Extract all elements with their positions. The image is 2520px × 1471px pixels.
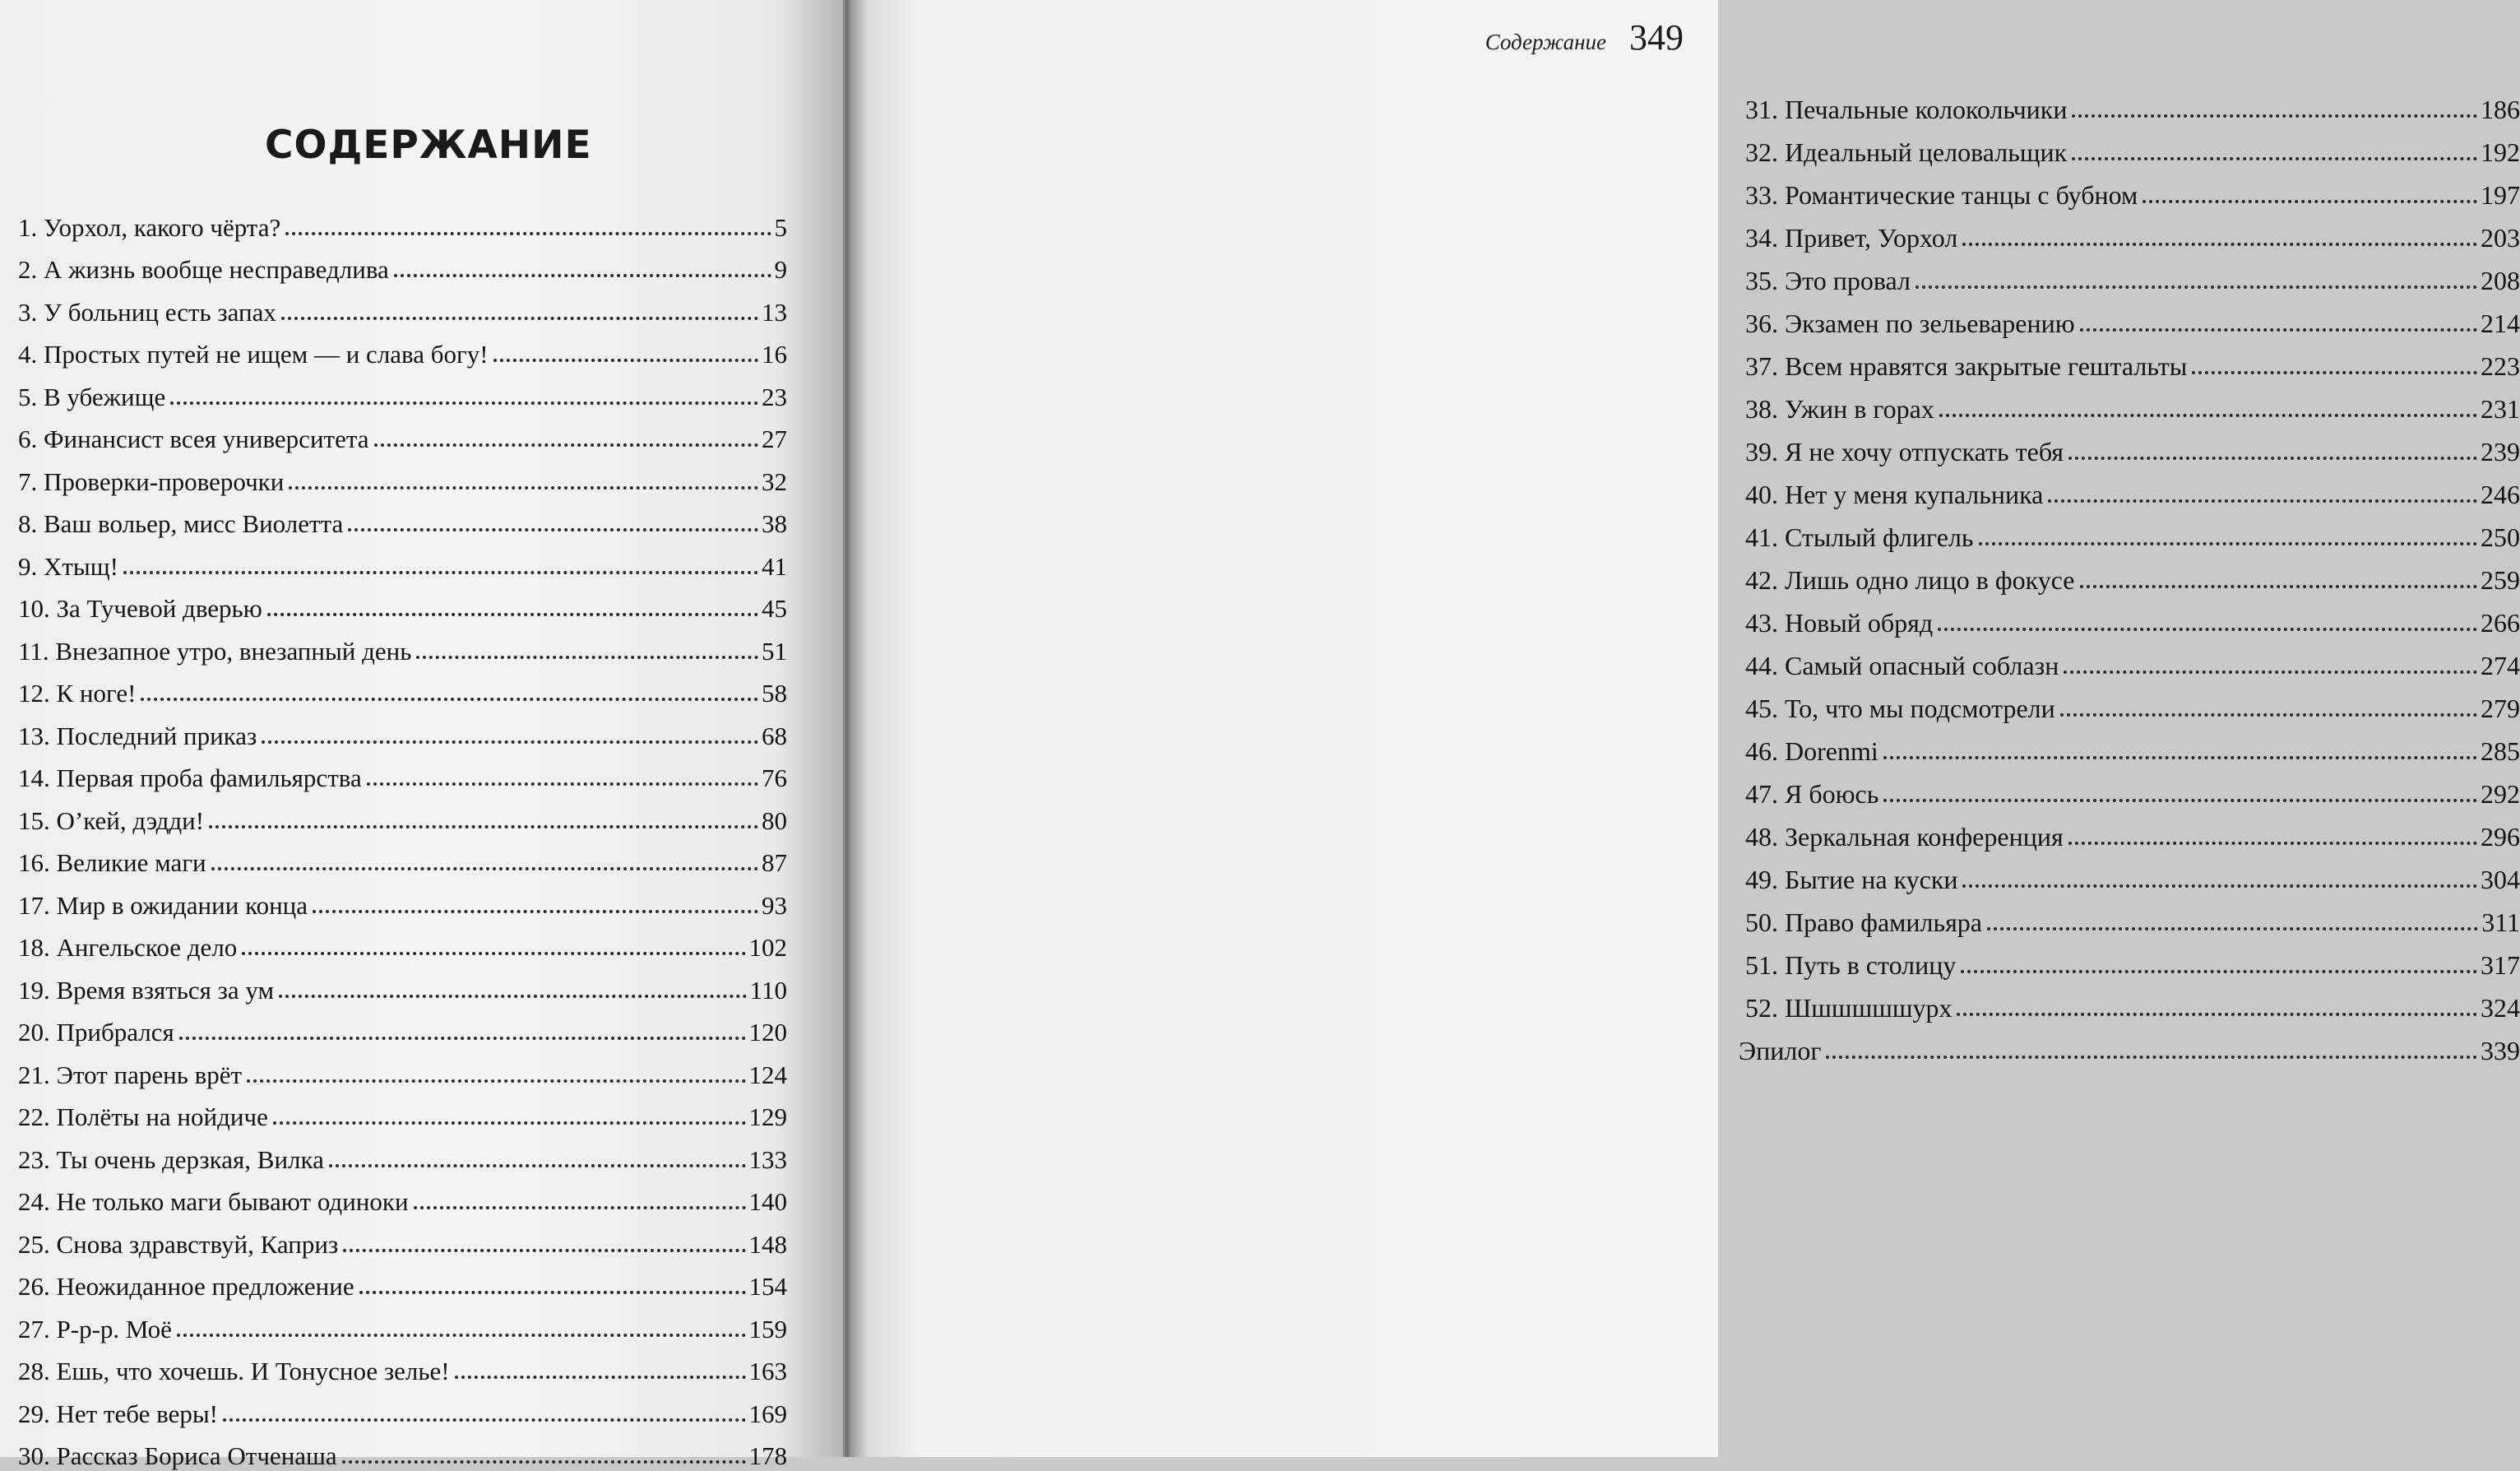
toc-entry-title: 5. В убежище <box>18 383 165 412</box>
toc-entry <box>1745 125 2520 168</box>
toc-entry-page: 80 <box>762 806 787 836</box>
toc-entry-title: 39. Я не хочу отпускать тебя <box>1745 437 2064 467</box>
dot-leader <box>289 486 758 490</box>
dot-leader <box>374 443 758 447</box>
dot-leader <box>1915 285 2477 289</box>
toc-entry-page: 292 <box>2481 779 2520 810</box>
dot-leader <box>242 952 745 955</box>
toc-entry-title: 24. Не только маги бывают одиноки <box>18 1187 409 1217</box>
toc-entry-page: 32 <box>762 467 787 497</box>
toc-entry-page: 154 <box>749 1272 788 1302</box>
toc-entry-page: 38 <box>762 509 787 539</box>
dot-leader <box>211 867 758 870</box>
toc-entry-page: 304 <box>2481 865 2520 895</box>
dot-leader <box>416 656 758 659</box>
toc-entry <box>18 539 787 582</box>
toc-entry-page: 279 <box>2481 694 2520 724</box>
toc-entry <box>18 1217 787 1260</box>
dot-leader <box>2068 457 2477 460</box>
toc-entry-page: 133 <box>749 1145 788 1175</box>
dot-leader <box>343 1249 745 1252</box>
toc-entry-title: 14. Первая проба фамильярства <box>18 763 362 793</box>
toc-entry <box>18 836 787 879</box>
toc-entry-title: 21. Этот парень врёт <box>18 1060 242 1090</box>
toc-entry <box>18 243 787 285</box>
book-gutter <box>843 0 851 1457</box>
toc-entry-page: 13 <box>762 298 787 327</box>
toc-entry-page: 317 <box>2481 950 2520 981</box>
toc-entry <box>1745 596 2520 638</box>
toc-list-left <box>18 200 787 1471</box>
running-header <box>1485 16 1684 58</box>
toc-entry-title: 6. Финансист всея университета <box>18 425 369 454</box>
toc-entry-title: 2. А жизнь вообще несправедлива <box>18 255 389 285</box>
toc-entry-title: 40. Нет у меня купальника <box>1745 480 2043 510</box>
toc-entry-page: 274 <box>2481 651 2520 681</box>
toc-entry-title: 43. Новый обряд <box>1745 608 1933 638</box>
dot-leader <box>1962 243 2477 246</box>
toc-entry-title: 28. Ешь, что хочешь. И Тонусное зелье! <box>18 1357 450 1386</box>
toc-entry-title: 48. Зеркальная конференция <box>1745 822 2064 852</box>
toc-entry-page: 311 <box>2481 907 2520 938</box>
dot-leader <box>359 1291 746 1294</box>
toc-entry-title: 20. Прибрался <box>18 1018 174 1047</box>
toc-entry <box>1745 467 2520 510</box>
toc-entry-page: 159 <box>749 1315 788 1344</box>
toc-entry <box>18 1429 787 1471</box>
toc-entry <box>1745 382 2520 425</box>
toc-entry-title: 13. Последний приказ <box>18 722 257 751</box>
toc-entry-page: 296 <box>2481 822 2520 852</box>
toc-entry <box>18 369 787 412</box>
toc-entry-title: 45. То, что мы подсмотрели <box>1745 694 2055 724</box>
dot-leader <box>342 1460 746 1464</box>
toc-entry-title: 12. К ноге! <box>18 679 136 708</box>
toc-entry <box>1745 82 2520 125</box>
toc-entry-page: 246 <box>2481 480 2520 510</box>
toc-entry-page: 178 <box>749 1441 788 1471</box>
toc-entry-title: 17. Мир в ожидании конца <box>18 891 308 921</box>
toc-entry-page: 214 <box>2481 309 2520 339</box>
dot-leader <box>2142 200 2477 203</box>
toc-entry <box>18 1047 787 1090</box>
dot-leader <box>2080 585 2478 588</box>
toc-entry-page: 68 <box>762 722 787 751</box>
toc-entry-title: Эпилог <box>1739 1036 1821 1066</box>
toc-entry-title: 22. Полёты на нойдиче <box>18 1102 268 1132</box>
toc-entry <box>18 454 787 497</box>
toc-entry <box>18 285 787 327</box>
dot-leader <box>367 782 758 786</box>
toc-entry <box>18 1344 787 1387</box>
dot-leader <box>170 401 758 405</box>
dot-leader <box>2072 157 2477 160</box>
dot-leader <box>123 571 758 574</box>
dot-leader <box>1962 884 2477 888</box>
toc-entry-title: 31. Печальные колокольчики <box>1745 95 2067 125</box>
toc-entry <box>18 1090 787 1133</box>
toc-entry <box>18 582 787 624</box>
toc-list-right <box>1745 82 2520 1066</box>
dot-leader <box>348 528 758 531</box>
toc-entry <box>18 1175 787 1218</box>
toc-entry-title: 26. Неожиданное предложение <box>18 1272 354 1302</box>
dot-leader <box>267 613 758 616</box>
toc-entry-title: 19. Время взяться за ум <box>18 976 274 1005</box>
toc-entry-page: 5 <box>775 213 788 243</box>
toc-entry-title: 10. За Тучевой дверью <box>18 594 262 624</box>
toc-entry-page: 110 <box>750 976 787 1005</box>
toc-entry <box>1745 296 2520 339</box>
dot-leader <box>209 825 758 828</box>
toc-entry-page: 9 <box>775 255 788 285</box>
toc-entry <box>18 666 787 709</box>
toc-entry-title: 7. Проверки-проверочки <box>18 467 284 497</box>
toc-entry-page: 192 <box>2481 137 2520 168</box>
toc-entry-page: 203 <box>2481 223 2520 253</box>
toc-entry-page: 285 <box>2481 736 2520 767</box>
toc-entry <box>18 412 787 455</box>
dot-leader <box>177 1334 746 1337</box>
toc-entry-page: 23 <box>762 383 787 412</box>
dot-leader <box>2048 499 2477 503</box>
toc-entry-title: 29. Нет тебе веры! <box>18 1399 218 1429</box>
dot-leader <box>179 1037 746 1040</box>
toc-entry-title: 42. Лишь одно лицо в фокусе <box>1745 565 2075 596</box>
toc-entry <box>18 497 787 540</box>
toc-entry <box>1745 510 2520 553</box>
dot-leader <box>1826 1056 2477 1059</box>
toc-entry-title: 49. Бытие на куски <box>1745 865 1957 895</box>
dot-leader <box>223 1418 746 1422</box>
toc-entry-title: 38. Ужин в горах <box>1745 394 1934 425</box>
toc-entry-page: 45 <box>762 594 787 624</box>
dot-leader <box>455 1376 746 1379</box>
toc-entry <box>1745 767 2520 810</box>
toc-entry-page: 124 <box>749 1060 788 1090</box>
toc-entry <box>1745 724 2520 767</box>
toc-entry <box>1745 168 2520 211</box>
toc-entry <box>18 1132 787 1175</box>
toc-entry-title: 34. Привет, Уорхол <box>1745 223 1957 253</box>
toc-entry <box>1745 852 2520 895</box>
toc-entry <box>18 921 787 963</box>
toc-entry-title: 3. У больниц есть запах <box>18 298 276 327</box>
toc-entry-page: 259 <box>2481 565 2520 596</box>
toc-entry <box>18 708 787 751</box>
toc-entry <box>18 200 787 243</box>
dot-leader <box>493 359 758 362</box>
toc-entry-page: 148 <box>749 1230 788 1260</box>
toc-entry-page: 58 <box>762 679 787 708</box>
toc-entry-title: 51. Путь в столицу <box>1745 950 1956 981</box>
toc-entry <box>1745 681 2520 724</box>
toc-entry <box>1745 981 2520 1023</box>
running-title: Содержание <box>1485 30 1606 55</box>
toc-entry-page: 231 <box>2481 394 2520 425</box>
dot-leader <box>1938 628 2477 631</box>
dot-leader <box>247 1079 745 1083</box>
toc-entry-title: 8. Ваш вольер, мисс Виолетта <box>18 509 343 539</box>
toc-entry-page: 223 <box>2481 351 2520 382</box>
dot-leader <box>1979 542 2478 545</box>
toc-entry-title: 27. Р-р-р. Моё <box>18 1315 172 1344</box>
toc-entry-page: 27 <box>762 425 787 454</box>
toc-entry-page: 339 <box>2481 1036 2520 1066</box>
dot-leader <box>313 910 758 913</box>
dot-leader <box>1883 756 2477 759</box>
toc-entry <box>18 624 787 666</box>
toc-entry-page: 239 <box>2481 437 2520 467</box>
toc-entry <box>1745 1023 2520 1066</box>
toc-entry-title: 1. Уорхол, какого чёрта? <box>18 213 280 243</box>
toc-entry <box>18 1260 787 1302</box>
toc-entry-title: 23. Ты очень дерзкая, Вилка <box>18 1145 324 1175</box>
toc-entry-page: 140 <box>749 1187 788 1217</box>
toc-entry-title: 47. Я боюсь <box>1745 779 1878 810</box>
toc-entry <box>18 1005 787 1048</box>
toc-entry-page: 208 <box>2481 266 2520 296</box>
toc-entry-title: 11. Внезапное утро, внезапный день <box>18 637 411 666</box>
dot-leader <box>281 317 758 320</box>
toc-entry <box>18 1302 787 1344</box>
toc-entry-page: 93 <box>762 891 787 921</box>
dot-leader <box>2068 842 2477 845</box>
dot-leader <box>414 1206 746 1209</box>
toc-entry-page: 102 <box>749 933 788 963</box>
page-number: 349 <box>1629 16 1684 58</box>
toc-entry <box>1745 253 2520 296</box>
toc-entry-page: 51 <box>762 637 787 666</box>
toc-entry-page: 76 <box>762 763 787 793</box>
toc-entry-page: 250 <box>2481 522 2520 553</box>
toc-entry-title: 41. Стылый флигель <box>1745 522 1974 553</box>
toc-entry <box>1745 553 2520 596</box>
toc-entry <box>1745 638 2520 681</box>
dot-leader <box>2072 114 2477 118</box>
dot-leader <box>2080 328 2477 332</box>
toc-entry-title: 32. Идеальный целовальщик <box>1745 137 2067 168</box>
dot-leader <box>2192 371 2477 374</box>
toc-entry-page: 163 <box>749 1357 788 1386</box>
toc-entry <box>18 878 787 921</box>
toc-title: СОДЕРЖАНИЕ <box>265 123 592 168</box>
toc-entry <box>1745 810 2520 852</box>
toc-entry <box>1745 895 2520 938</box>
dot-leader <box>2060 713 2477 717</box>
toc-entry <box>18 1386 787 1429</box>
toc-entry-title: 52. Шшшшшшурх <box>1745 993 1952 1023</box>
toc-entry-title: 25. Снова здравствуй, Каприз <box>18 1230 338 1260</box>
dot-leader <box>285 232 771 235</box>
dot-leader <box>1957 1013 2477 1016</box>
toc-entry-title: 18. Ангельское дело <box>18 933 237 963</box>
dot-leader <box>279 995 747 998</box>
toc-entry-title: 50. Право фамильяра <box>1745 907 1982 938</box>
dot-leader <box>394 274 771 277</box>
left-page <box>0 0 843 1457</box>
toc-entry-page: 87 <box>762 848 787 878</box>
toc-entry-page: 266 <box>2481 608 2520 638</box>
toc-entry <box>1745 339 2520 382</box>
toc-entry <box>1745 938 2520 981</box>
dot-leader <box>1961 970 2477 973</box>
toc-entry-page: 169 <box>749 1399 788 1429</box>
toc-entry-title: 4. Простых путей не ищем — и слава богу! <box>18 340 489 369</box>
toc-entry-page: 324 <box>2481 993 2520 1023</box>
toc-entry-page: 41 <box>762 552 787 582</box>
dot-leader <box>273 1121 746 1125</box>
toc-entry <box>1745 425 2520 467</box>
toc-entry-page: 186 <box>2481 95 2520 125</box>
toc-entry-title: 35. Это провал <box>1745 266 1911 296</box>
toc-entry-page: 197 <box>2481 180 2520 211</box>
toc-entry <box>18 327 787 370</box>
toc-entry-title: 36. Экзамен по зельеварению <box>1745 309 2075 339</box>
toc-entry-title: 44. Самый опасный соблазн <box>1745 651 2059 681</box>
toc-entry-title: 15. О’кей, дэдди! <box>18 806 204 836</box>
toc-entry-title: 16. Великие маги <box>18 848 206 878</box>
toc-entry-title: 46. Dorenmi <box>1745 736 1878 767</box>
toc-entry <box>18 793 787 836</box>
dot-leader <box>1883 799 2477 802</box>
dot-leader <box>262 740 758 744</box>
toc-entry-title: 33. Романтические танцы с бубном <box>1745 180 2138 211</box>
toc-entry <box>18 963 787 1005</box>
dot-leader <box>1939 414 2477 417</box>
toc-entry-page: 16 <box>762 340 787 369</box>
dot-leader <box>141 698 758 701</box>
toc-entry-title: 9. Хтыщ! <box>18 552 118 582</box>
toc-entry <box>1745 211 2520 253</box>
dot-leader <box>329 1164 746 1167</box>
toc-entry-title: 37. Всем нравятся закрытые гештальты <box>1745 351 2187 382</box>
dot-leader <box>1987 927 2478 930</box>
toc-entry-page: 120 <box>749 1018 788 1047</box>
toc-entry <box>18 751 787 794</box>
toc-entry-page: 129 <box>749 1102 788 1132</box>
right-page <box>851 0 1718 1457</box>
toc-entry-title: 30. Рассказ Бориса Отченаша <box>18 1441 337 1471</box>
dot-leader <box>2064 671 2477 674</box>
